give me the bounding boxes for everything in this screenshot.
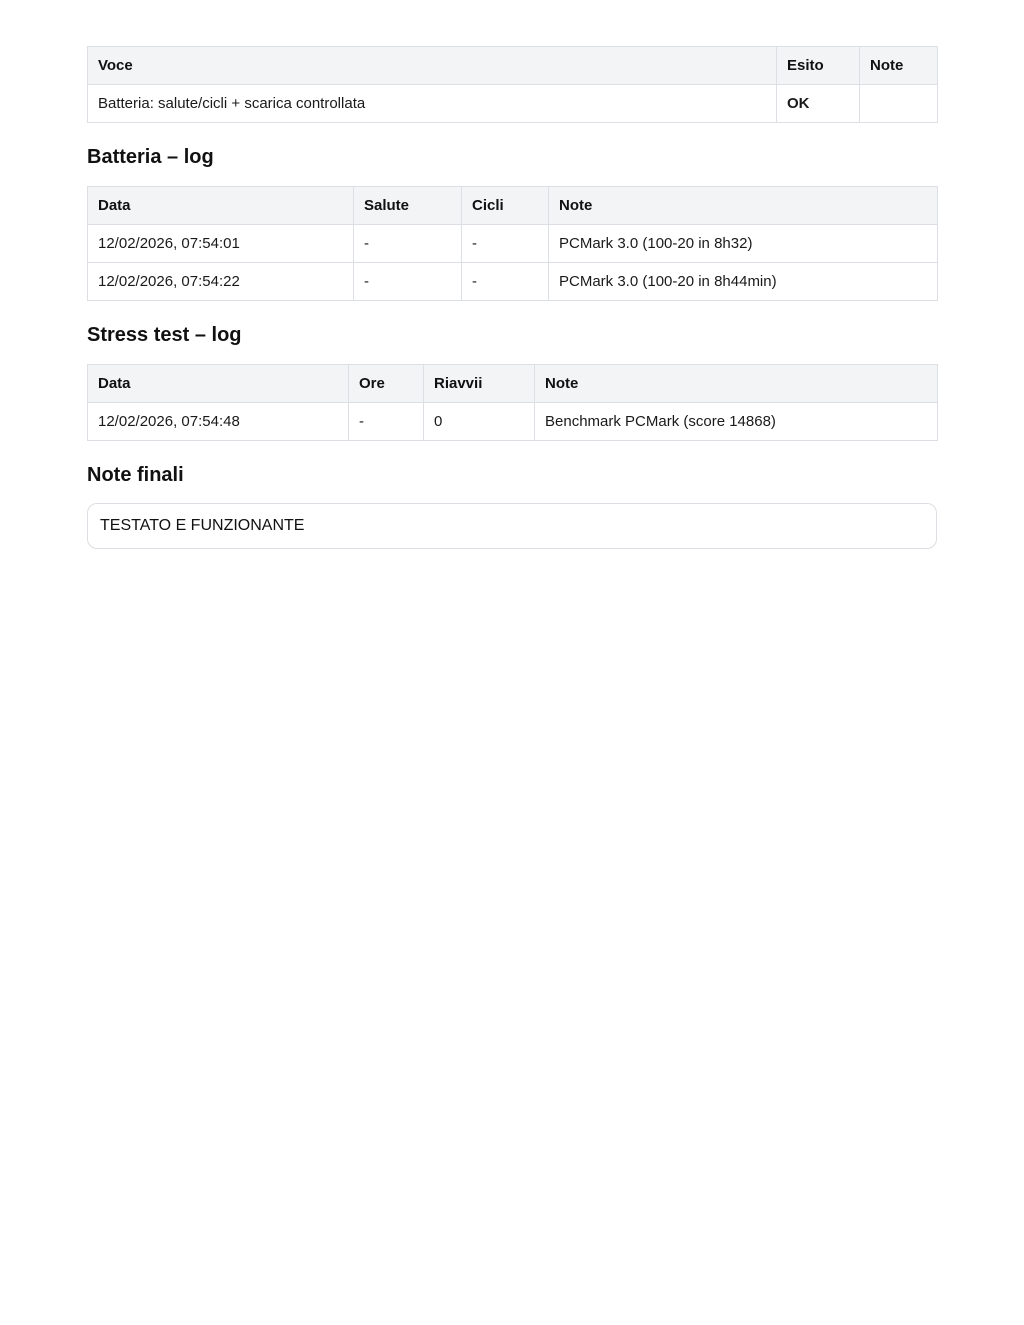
column-header-data: Data [88, 365, 349, 403]
battery-log-table [87, 186, 938, 301]
final-notes-heading: Note finali [87, 464, 184, 486]
final-notes-box [87, 503, 937, 549]
table-header-row [88, 187, 938, 225]
cell-note: PCMark 3.0 (100-20 in 8h44min) [549, 263, 938, 301]
cell-cicli: - [462, 225, 549, 263]
column-header-ore: Ore [349, 365, 424, 403]
column-header-cicli: Cicli [462, 187, 549, 225]
column-header-data: Data [88, 187, 354, 225]
column-header-esito: Esito [777, 47, 860, 85]
column-header-salute: Salute [354, 187, 462, 225]
table-row [88, 403, 938, 441]
table-header-row [88, 47, 938, 85]
cell-note [860, 85, 938, 123]
column-header-note: Note [549, 187, 938, 225]
cell-data: 12/02/2026, 07:54:01 [88, 225, 354, 263]
table-row [88, 225, 938, 263]
summary-table [87, 46, 938, 123]
cell-esito: OK [777, 85, 860, 123]
column-header-riavvii: Riavvii [424, 365, 535, 403]
column-header-note: Note [535, 365, 938, 403]
final-notes-text: TESTATO E FUNZIONANTE [100, 517, 305, 534]
cell-note: Benchmark PCMark (score 14868) [535, 403, 938, 441]
cell-data: 12/02/2026, 07:54:22 [88, 263, 354, 301]
cell-riavvii: 0 [424, 403, 535, 441]
cell-ore: - [349, 403, 424, 441]
cell-data: 12/02/2026, 07:54:48 [88, 403, 349, 441]
cell-note: PCMark 3.0 (100-20 in 8h32) [549, 225, 938, 263]
column-header-note: Note [860, 47, 938, 85]
column-header-voce: Voce [88, 47, 777, 85]
cell-salute: - [354, 263, 462, 301]
cell-cicli: - [462, 263, 549, 301]
battery-log-heading: Batteria – log [87, 146, 214, 168]
stress-log-heading: Stress test – log [87, 324, 242, 346]
table-header-row [88, 365, 938, 403]
table-row [88, 85, 938, 123]
stress-log-table [87, 364, 938, 441]
cell-voce: Batteria: salute/cicli + scarica controllata [88, 85, 777, 123]
table-row [88, 263, 938, 301]
report-page [87, 46, 937, 549]
cell-salute: - [354, 225, 462, 263]
